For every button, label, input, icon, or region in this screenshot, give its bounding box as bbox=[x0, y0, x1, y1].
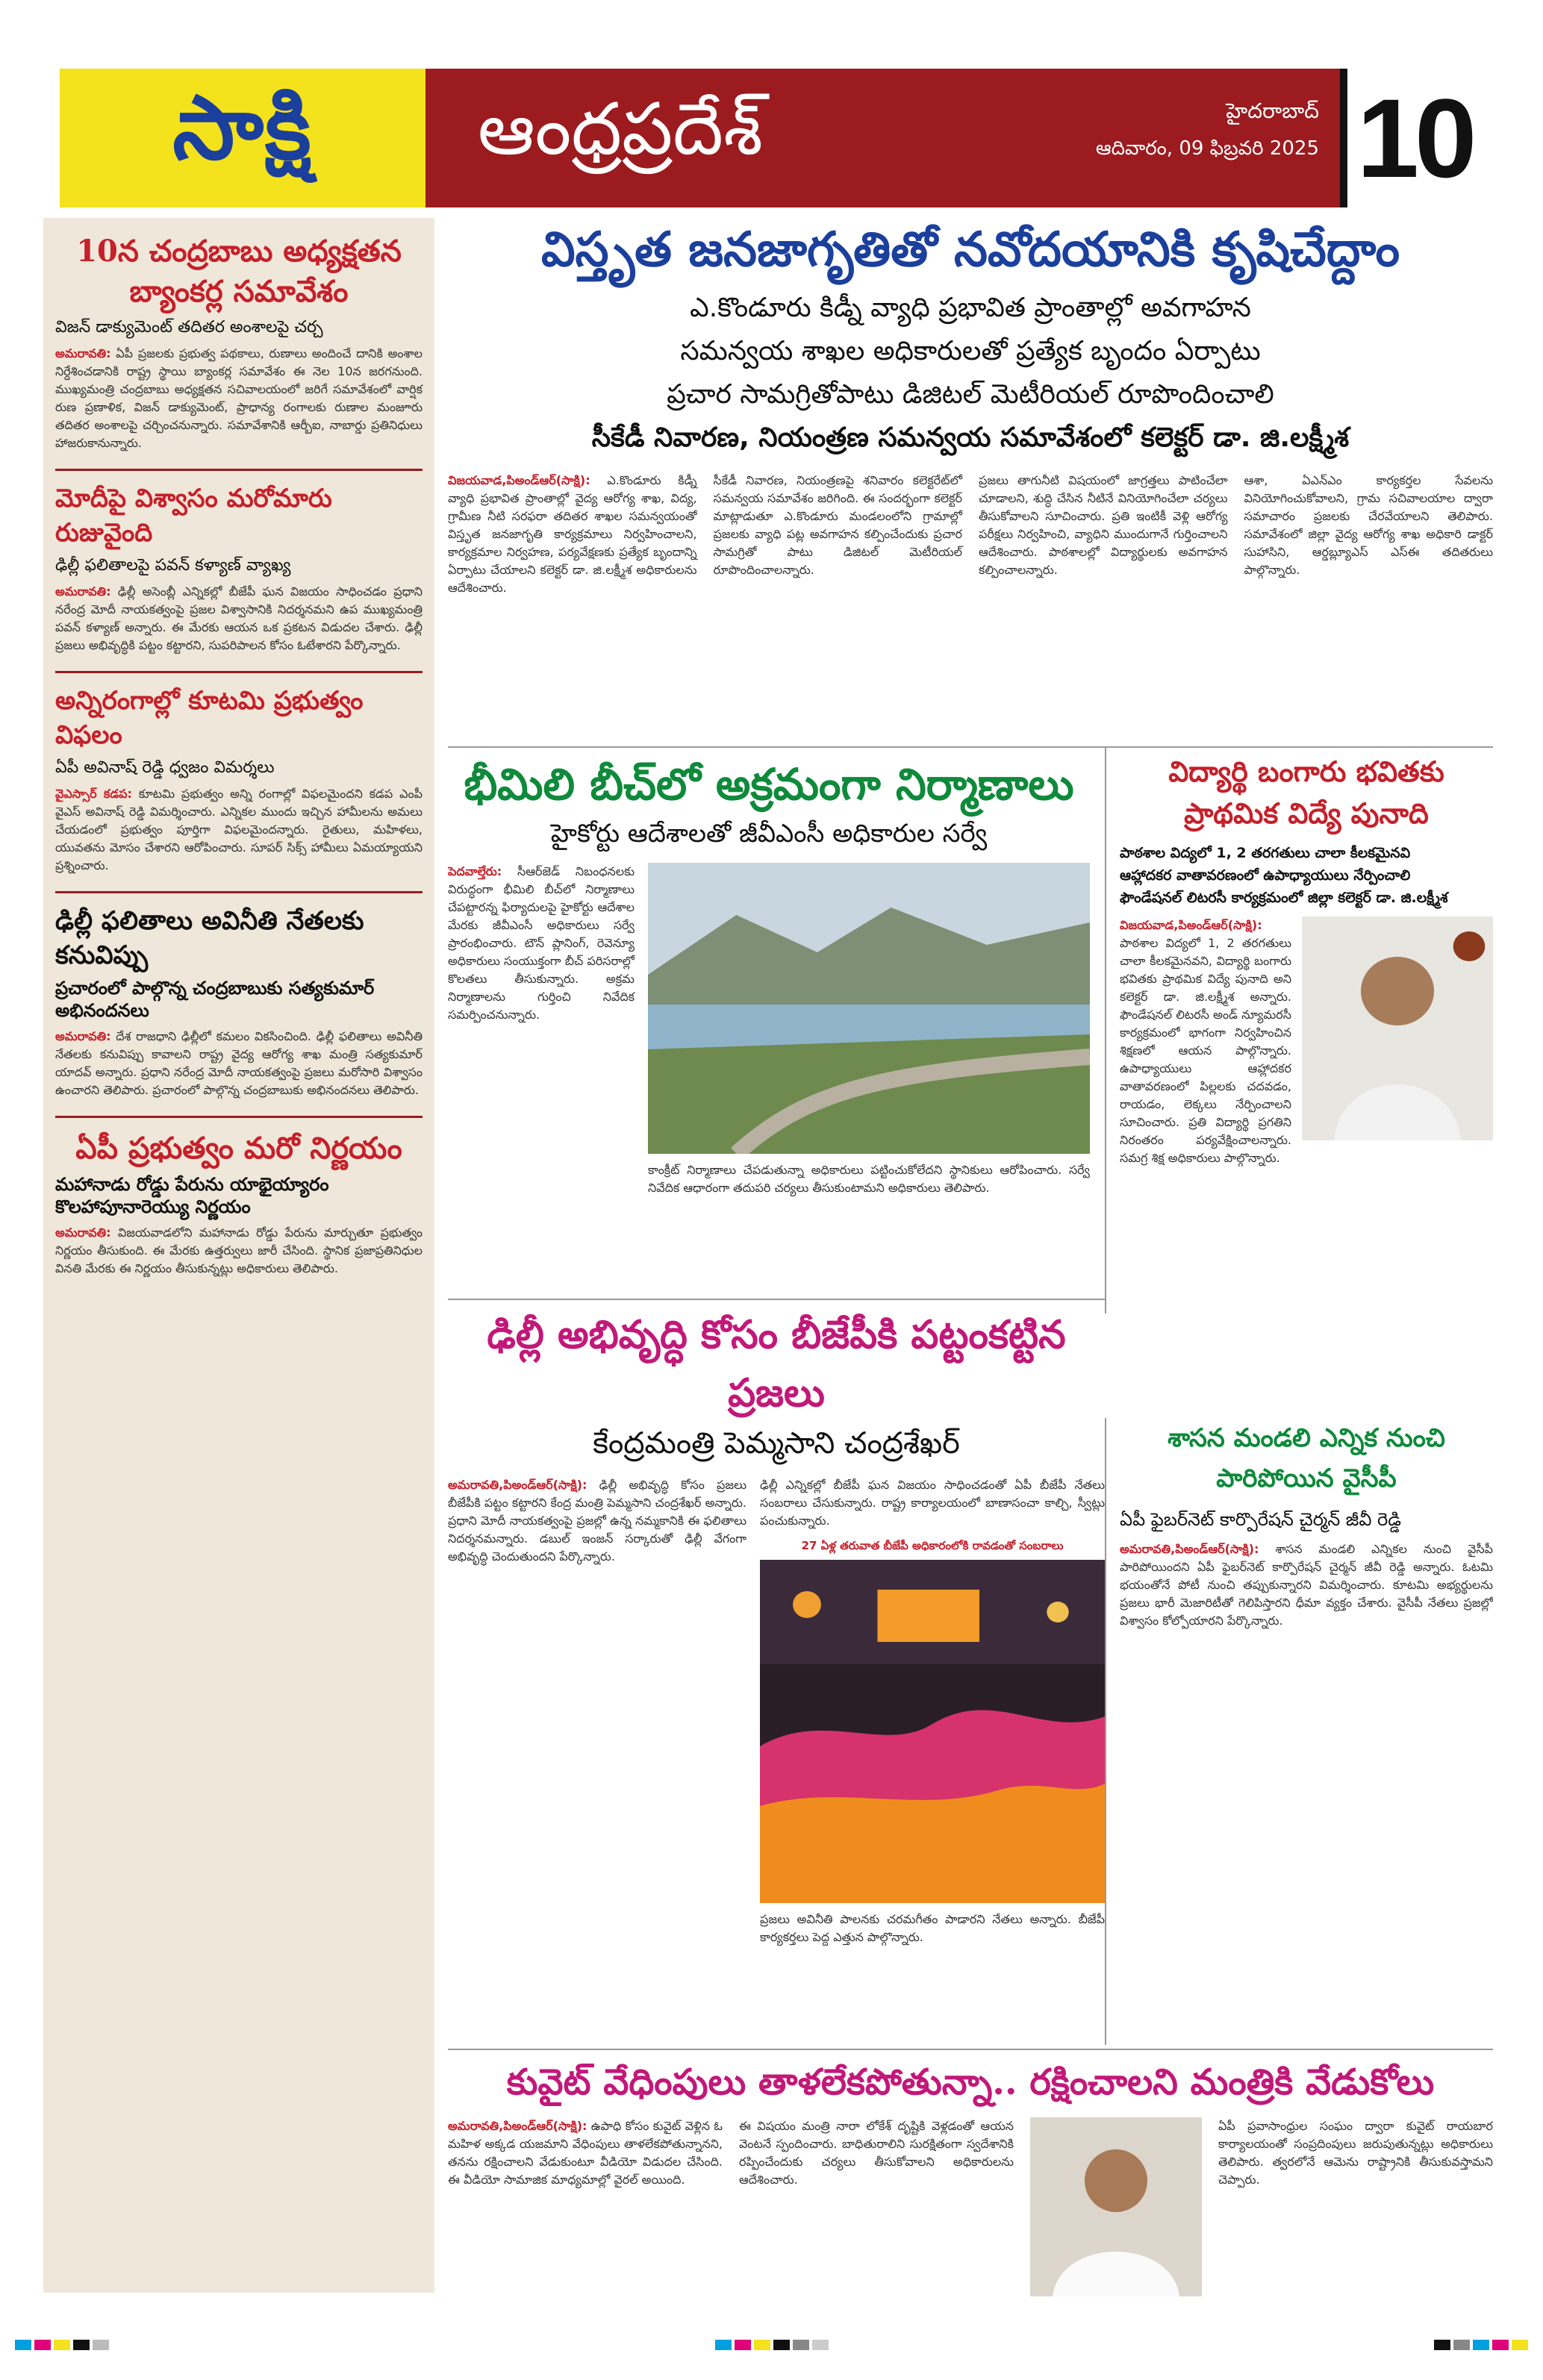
color-swatches-center bbox=[715, 2340, 829, 2350]
dateline: అమరావతి,పిఅండ్‌ఆర్(సాక్షి): bbox=[1120, 1542, 1259, 1556]
education-deck-2: ఆహ్లాదకర వాతావరణంలో ఉపాధ్యాయులు నేర్పించాలి bbox=[1120, 867, 1411, 884]
delhi-body bbox=[448, 1476, 1105, 1946]
collector-photo bbox=[1302, 916, 1493, 1140]
dateline: విజయవాడ,పిఅండ్‌ఆర్(సాక్షి): bbox=[1120, 918, 1262, 932]
dateline: అమరావతి: bbox=[55, 1225, 111, 1240]
beach-landscape-image bbox=[648, 863, 1090, 1154]
color-swatches-right bbox=[1434, 2340, 1528, 2350]
delhi-column-2: ఢిల్లీ ఎన్నికల్లో బీజేపీ ఘన విజయం సాధించడంతో ఏపీ బీజేపీ నేతలు సంబరాలు చేసుకున్నారు. రాష్ట్ర కార్యాలయంలో బాణాసంచా కాల్చి, స్వీట్లు పంచుకున్నారు. bbox=[760, 1478, 1105, 1528]
dateline: విజయవాడ,పిఅండ్‌ఆర్(సాక్షి): bbox=[448, 473, 590, 487]
celebration-crowd-image bbox=[760, 1560, 1105, 1903]
article-text: ఢిల్లీ అసెంబ్లీ ఎన్నికల్లో బీజేపీ ఘన విజయం సాధించడం ప్రధాని నరేంద్ర మోదీ నాయకత్వంపై ప్రజల విశ్వాసానికి నిదర్శనమని ఉప ముఖ్యమంత్రి పవన్ కళ్యాణ్ అన్నారు. ఈ మేరకు ఆయన ఒక ప్రకటన విడుదల చేశారు. ఢిల్లీ ప్రజలు అభివృద్ధికి పట్టం కట్టారని, సుపరిపాలన కోసం ఓటేశారని పేర్కొన్నారు. bbox=[55, 584, 423, 652]
beach-article bbox=[448, 754, 1090, 1291]
kuwait-body bbox=[448, 2117, 1493, 2296]
article-headline: అన్నిరంగాల్లో కూటమి ప్రభుత్వం విఫలం bbox=[55, 686, 364, 750]
article-headline: ఏపీ ప్రభుత్వం మరో నిర్ణయం bbox=[75, 1131, 402, 1166]
legislative-body bbox=[1120, 1540, 1493, 1630]
beach-photo bbox=[648, 863, 1090, 1154]
education-deck-1: పాఠశాల విద్యలో 1, 2 తరగతులు చాలా కీలకమైనవి bbox=[1120, 845, 1411, 861]
dateline: అమరావతి: bbox=[55, 584, 111, 599]
delhi-right bbox=[760, 1476, 1105, 1946]
print-registration-bar bbox=[0, 2336, 1543, 2354]
section-banner bbox=[426, 69, 1340, 207]
legislative-deck: ఏపీ ఫైబర్‌నెట్ కార్పొరేషన్ చైర్మన్ జీవీ రెడ్డి bbox=[1120, 1509, 1402, 1530]
left-article-bankers bbox=[55, 231, 423, 452]
delhi-column-3: ప్రజలు అవినీతి పాలనకు చరమగీతం పాడారని నేతలు అన్నారు. బీజేపీ కార్యకర్తలు పెద్ద ఎత్తున పాల్గొన్నారు. bbox=[760, 1912, 1105, 1944]
article-body bbox=[55, 1028, 423, 1099]
lead-column-1 bbox=[448, 472, 697, 597]
education-column-1 bbox=[1120, 916, 1291, 1167]
lead-deck-2: సమన్వయ శాఖల అధికారులతో ప్రత్యేక బృందం ఏర్పాటు bbox=[680, 336, 1261, 366]
column-text: పాఠశాల విద్యలో 1, 2 తరగతులు చాలా కీలకమైనవని, విద్యార్థి బంగారు భవితకు ప్రాథమిక విద్యే పునాది అని కలెక్టర్ డా. జి.లక్ష్మీశ అన్నారు. ఫౌండేషనల్ లిటరసీ అండ్ న్యూమరసీ కార్యక్రమంలో భాగంగా నిర్వహించిన శిక్షణలో ఆయన పాల్గొన్నారు. ఉపాధ్యాయులు ఆహ్లాదకర వాతావరణంలో పిల్లలకు చదవడం, రాయడం, లెక్కలు నేర్పించాలని సూచించారు. ప్రతి విద్యార్థి ప్రగతిని నిరంతరం పర్యవేక్షించాలన్నారు. సమగ్ర శిక్ష అధికారులు పాల్గొన్నారు. bbox=[1120, 936, 1291, 1165]
article-body bbox=[55, 785, 423, 875]
lead-deck-4: సీకేడీ నివారణ, నియంత్రణ సమన్వయ సమావేశంలో కలెక్టర్ డా. జి.లక్ష్మీశ bbox=[591, 422, 1350, 453]
legislative-headline: శాసన మండలి ఎన్నిక నుంచి పారిపోయిన వైసీపీ bbox=[1168, 1423, 1445, 1493]
left-article-satyakumar bbox=[55, 904, 423, 1099]
lead-body bbox=[448, 472, 1493, 597]
left-sidebar bbox=[43, 218, 434, 2293]
article-deck: ఏపీ అవినాష్ రెడ్డి ధ్వజం విమర్శలు bbox=[55, 758, 275, 777]
article-deck: ప్రచారంలో పాల్గొన్న చంద్రబాబుకు సత్యకుమార్ అభినందనలు bbox=[55, 978, 375, 1021]
dateline: అమరావతి: bbox=[55, 346, 111, 360]
article-text: దేశ రాజధాని ఢిల్లీలో కమలం వికసించింది. ఢిల్లీ ఫలితాలు అవినీతి నేతలకు కనువిప్పు కావాలని రాష్ట్ర వైద్య ఆరోగ్య శాఖ మంత్రి సత్యకుమార్ యాదవ్ అన్నారు. ప్రధాని నరేంద్ర మోదీ నాయకత్వంపై ప్రజలు మరోసారి విశ్వాసం ఉంచారని తెలిపారు. ప్రచారంలో పాల్గొన్న చంద్రబాబుకు అభినందనలు తెలిపారు. bbox=[55, 1029, 423, 1097]
kuwait-column-3: ఏపీ ప్రవాసాంధ్రుల సంఘం ద్వారా కువైట్ రాయబార కార్యాలయంతో సంప్రదింపులు జరుపుతున్నట్లు అధికారులు తెలిపారు. త్వరలోనే ఆమెను రాష్ట్రానికి తీసుకువస్తామని చెప్పారు. bbox=[1218, 2119, 1493, 2187]
edition-date: ఆదివారం, 09 ఫిబ్రవరి 2025 bbox=[1095, 137, 1319, 160]
color-swatches-left bbox=[15, 2340, 109, 2350]
article-body bbox=[55, 345, 423, 452]
kuwait-article bbox=[448, 2056, 1493, 2325]
minister-photo bbox=[1030, 2117, 1202, 2296]
article-deck: మహానాడు రోడ్డు పేరును యాభైయ్యారం కొలహాపూనారెయ్యు నిర్ణయం bbox=[55, 1174, 329, 1217]
beach-column-1 bbox=[448, 863, 635, 1197]
section-title: ఆంధ్రప్రదేశ్ bbox=[478, 87, 763, 171]
education-article bbox=[1105, 746, 1493, 1314]
page-number: 10 bbox=[1356, 75, 1473, 201]
dateline: అమరావతి,పిఅండ్‌ఆర్(సాక్షి): bbox=[448, 1478, 587, 1492]
edition-city: హైదరాబాద్ bbox=[1226, 99, 1319, 123]
article-body bbox=[55, 1224, 423, 1278]
masthead bbox=[60, 69, 1482, 207]
column-text: ఉపాధి కోసం కువైట్ వెళ్లిన ఓ మహిళ అక్కడ యజమాని వేధింపులు తాళలేకపోతున్నానని, తనను రక్షించాలని వేడుకుంటూ వీడియో విడుదల చేసింది. ఈ వీడియో సామాజిక మాధ్యమాల్లో వైరల్ అయింది. bbox=[448, 2119, 723, 2187]
lead-column-4: ఆశా, ఏఎన్ఎం కార్యకర్తల సేవలను వినియోగించుకోవాలని, గ్రామ సచివాలయాల ద్వారా సమాచారం ప్రజలకు చేరవేయాలని తెలిపారు. సమావేశంలో జిల్లా వైద్య ఆరోగ్య శాఖ అధికారి డాక్టర్ సుహాసిని, ఆర్డబ్ల్యూఎస్ ఎస్ఈ తదితరులు పాల్గొన్నారు. bbox=[1244, 473, 1493, 577]
delhi-deck: కేంద్రమంత్రి పెమ్మసాని చంద్రశేఖర్ bbox=[593, 1426, 960, 1461]
left-article-avinash bbox=[55, 684, 423, 875]
lead-column-2: సీకేడీ నివారణ, నియంత్రణపై శనివారం కలెక్టరేట్‌లో సమన్వయ సమావేశం జరిగింది. ఈ సందర్భంగా కలెక్టర్ మాట్లాడుతూ ఎ.కొండూరు మండలంలోని గ్రామాల్లో ప్రజలకు వ్యాధి పట్ల అవగాహన కల్పించేందుకు ప్రచార సామగ్రితో పాటు డిజిటల్ మెటీరియల్ రూపొందించాలన్నారు. bbox=[713, 473, 962, 577]
kuwait-headline: కువైట్ వేధింపులు తాళలేకపోతున్నా.. రక్షించాలని మంత్రికి వేడుకోలు bbox=[506, 2061, 1435, 2103]
lead-article bbox=[448, 218, 1493, 755]
education-deck-3: ఫౌండేషనల్ లిటరసీ కార్యక్రమంలో జిల్లా కలెక్టర్ డా. జి.లక్ష్మీశ bbox=[1120, 890, 1448, 906]
column-text: ఢిల్లీ అభివృద్ధి కోసం ప్రజలు బీజేపీకి పట్టం కట్టారని కేంద్ర మంత్రి పెమ్మసాని చంద్రశేఖర్ అన్నారు. ప్రధాని మోదీ నాయకత్వంపై ప్రజల్లో ఉన్న నమ్మకానికి ఈ ఫలితాలు నిదర్శనమన్నారు. డబుల్ ఇంజన్ సర్కారుతో ఢిల్లీ వేగంగా అభివృద్ధి చెందుతుందని పేర్కొన్నారు. bbox=[448, 1478, 746, 1564]
article-text: విజయవాడలోని మహానాడు రోడ్డు పేరును మార్చుతూ ప్రభుత్వం నిర్ణయం తీసుకుంది. ఈ మేరకు ఉత్తర్వులు జారీ చేసింది. స్థానిక ప్రజాప్రతినిధుల వినతి మేరకు ఈ నిర్ణయం తీసుకున్నట్లు అధికారులు తెలిపారు. bbox=[55, 1225, 423, 1275]
article-deck: విజన్ డాక్యుమెంట్ తదితర అంశాలపై చర్చ bbox=[55, 318, 323, 337]
education-headline: విద్యార్థి బంగారు భవితకు ప్రాథమిక విద్యే పునాది bbox=[1168, 755, 1444, 830]
divider bbox=[448, 1299, 1105, 1300]
lead-deck-1: ఎ.కొండూరు కిడ్నీ వ్యాధి ప్రభావిత ప్రాంతాల్లో అవగాహన bbox=[690, 293, 1251, 323]
lead-headline: విస్తృత జనజాగృతితో నవోదయానికి కృషిచేద్దాం bbox=[540, 222, 1400, 278]
education-body bbox=[1120, 916, 1493, 1167]
delhi-photo bbox=[760, 1560, 1105, 1903]
dateline: అమరావతి,పిఅండ్‌ఆర్(సాక్షి): bbox=[448, 2119, 587, 2133]
divider bbox=[55, 671, 423, 673]
beach-headline: భీమిలి బీచ్‌లో అక్రమంగా నిర్మాణాలు bbox=[464, 759, 1074, 810]
beach-column-2: కాంక్రీట్ నిర్మాణాలు చేపడుతున్నా అధికారులు పట్టించుకోలేదని స్థానికులు ఆరోపించారు. సర్వే నివేదిక ఆధారంగా తదుపరి చర్యలు తీసుకుంటామని అధికారులు తెలిపారు. bbox=[648, 1163, 1090, 1195]
column-text: ఎ.కొండూరు కిడ్నీ వ్యాధి ప్రభావిత ప్రాంతాల్లో వైద్య ఆరోగ్య శాఖ, విద్య, గ్రామీణ నీటి సరఫరా తదితర శాఖల సమన్వయంతో విస్తృత జనజాగృతి కార్యక్రమాలు నిర్వహించాలని, కార్యక్రమాల నిర్వహణ, పర్యవేక్షణకు ప్రత్యేక బృందాన్ని ఏర్పాటు చేయాలని కలెక్టర్ డా. జి.లక్ష్మీశ అధికారులను ఆదేశించారు. bbox=[448, 473, 697, 595]
dateline: పెదవాల్తేరు: bbox=[448, 864, 502, 878]
article-text: ఏపీ ప్రజలకు ప్రభుత్వ పథకాలు, రుణాలు అందించే దానికి అంశాల నిర్దేశించడానికి రాష్ట్ర స్థాయి బ్యాంకర్ల సమావేశం ఈ నెల 10న జరగనుంది. ముఖ్యమంత్రి చంద్రబాబు అధ్యక్షతన సచివాలయంలో జరిగే సమావేశంలో వార్షిక రుణ ప్రణాళిక, విజన్ డాక్యుమెంట్, ప్రాధాన్య రంగాలకు రుణాల మంజూరు తదితర అంశాలపై చర్చించనున్నారు. సమావేశానికి ఆర్బీఐ, నాబార్డు ప్రతినిధులు హాజరుకానున్నారు. bbox=[55, 346, 423, 450]
photo-caption: 27 ఏళ్ల తరువాత బీజేపీ అధికారంలోకి రావడంతో సంబరాలు bbox=[801, 1539, 1064, 1552]
beach-body bbox=[448, 863, 1090, 1197]
paper-name: సాక్షి bbox=[172, 75, 313, 179]
lead-deck-3: ప్రచార సామగ్రితోపాటు డిజిటల్ మెటీరియల్ రూపొందించాలి bbox=[667, 379, 1274, 410]
divider bbox=[448, 2049, 1493, 2050]
delhi-article bbox=[448, 1306, 1105, 2052]
article-body bbox=[55, 583, 423, 655]
kuwait-column-2: ఈ విషయం మంత్రి నారా లోకేశ్ దృష్టికి వెళ్లడంతో ఆయన వెంటనే స్పందించారు. బాధితురాలిని సురక్షితంగా స్వదేశానికి రప్పించేందుకు చర్యలు తీసుకోవాలని అధికారులను ఆదేశించారు. bbox=[739, 2119, 1014, 2187]
divider bbox=[55, 891, 423, 893]
left-article-road bbox=[55, 1128, 423, 1278]
column-text: సీఆర్‌జెడ్ నిబంధనలకు విరుద్ధంగా భీమిలి బీచ్‌లో నిర్మాణాలు చేపట్టారన్న ఫిర్యాదులపై హైకోర్టు ఆదేశాల మేరకు జీవీఎంసీ అధికారులు సర్వే ప్రారంభించారు. టౌన్ ప్లానింగ్, రెవెన్యూ అధికారులు సంయుక్తంగా బీచ్ పరిసరాల్లో కొలతలు తీసుకున్నారు. అక్రమ నిర్మాణాలను గుర్తించి నివేదిక సమర్పించనున్నారు. bbox=[448, 864, 635, 1022]
divider bbox=[55, 469, 423, 471]
article-headline: ఢిల్లీ ఫలితాలు అవినీతి నేతలకు కనువిప్పు bbox=[55, 906, 364, 970]
dateline: అమరావతి: bbox=[55, 1029, 111, 1043]
paper-logo bbox=[60, 69, 426, 207]
page-number-box bbox=[1340, 69, 1482, 207]
kuwait-column-1 bbox=[448, 2117, 723, 2296]
beach-deck: హైకోర్టు ఆదేశాలతో జీవీఎంసీ అధికారుల సర్వే bbox=[550, 819, 988, 849]
article-headline: మోదీపై విశ్వాసం మరోమారు రుజువైంది bbox=[55, 484, 332, 548]
legislative-article bbox=[1105, 1418, 1493, 2045]
beach-photo-wrap bbox=[648, 863, 1090, 1197]
collector-photo-wrap bbox=[1302, 916, 1493, 1167]
dateline: వైఎస్సార్ కడప: bbox=[55, 787, 132, 801]
collector-portrait-image bbox=[1302, 916, 1493, 1140]
article-text: కూటమి ప్రభుత్వం అన్ని రంగాల్లో విఫలమైందని కడప ఎంపీ వైఎస్ అవినాష్ రెడ్డి విమర్శించారు. ఎన్నికల ముందు ఇచ్చిన హామీలను అమలు చేయడంలో ప్రభుత్వం పూర్తిగా విఫలమైందన్నారు. రైతులు, మహిళలు, యువతను మోసం చేశారని ఆరోపించారు. సూపర్ సిక్స్ హామీలు ఏమయ్యాయని ప్రశ్నించారు. bbox=[55, 787, 423, 872]
article-headline: 10న చంద్రబాబు అధ్యక్షతన బ్యాంకర్ల సమావేశం bbox=[76, 234, 402, 309]
delhi-headline: ఢిల్లీ అభివృద్ధి కోసం బీజేపీకి పట్టంకట్టిన ప్రజలు bbox=[487, 1312, 1066, 1416]
divider bbox=[55, 1116, 423, 1118]
delhi-column-1 bbox=[448, 1476, 746, 1946]
lead-column-3: ప్రజలు తాగునీటి విషయంలో జాగ్రత్తలు పాటించేలా చూడాలని, శుద్ధి చేసిన నీటినే వినియోగించేలా చర్యలు తీసుకోవాలని సూచించారు. ప్రతి ఇంటికీ వెళ్లి ఆరోగ్య పరీక్షలు నిర్వహించి, వ్యాధిని ముందుగానే గుర్తించాలని ఆదేశించారు. పాఠశాలల్లో విద్యార్థులకు అవగాహన కల్పించాలన్నారు. bbox=[979, 473, 1228, 577]
article-deck: ఢిల్లీ ఫలితాలపై పవన్ కళ్యాణ్ వ్యాఖ్య bbox=[55, 556, 291, 575]
minister-portrait-image bbox=[1030, 2117, 1202, 2296]
left-article-pawan bbox=[55, 481, 423, 655]
article-text: శాసన మండలి ఎన్నికల నుంచి వైసీపీ పారిపోయిందని ఏపీ ఫైబర్‌నెట్ కార్పొరేషన్ చైర్మన్ జీవీ రెడ్డి అన్నారు. ఓటమి భయంతోనే పోటీ నుంచి తప్పుకున్నారని విమర్శించారు. కూటమి అభ్యర్థులను ప్రజలు భారీ మెజారిటీతో గెలిపిస్తారని ధీమా వ్యక్తం చేశారు. వైసీపీ నేతలు ప్రజల్లో విశ్వాసం కోల్పోయారని పేర్కొన్నారు. bbox=[1120, 1542, 1493, 1628]
